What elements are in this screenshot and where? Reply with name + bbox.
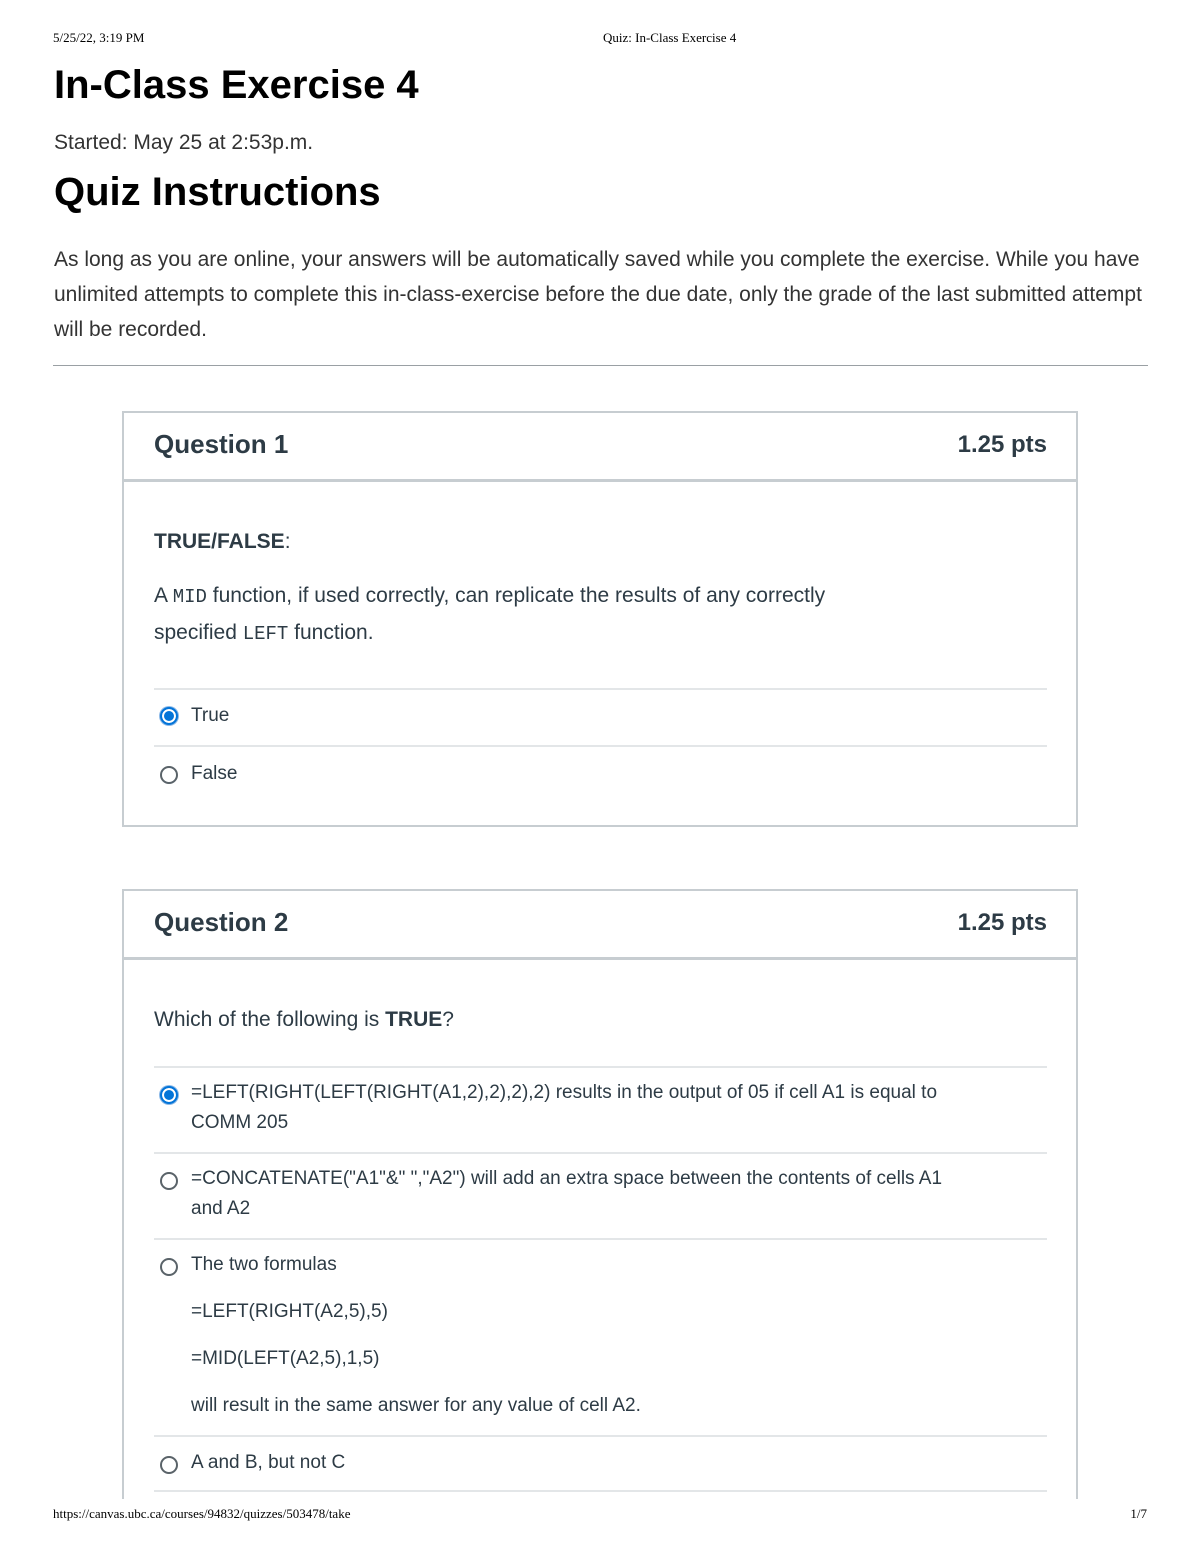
- radio-unselected-icon[interactable]: [160, 766, 178, 784]
- question-body: [124, 960, 1076, 1492]
- answer-option-c[interactable]: The two formulas =LEFT(RIGHT(A2,5),5) =MID(LEFT(A2,5),1,5) will result in the same answer for any value of cell A2.: [154, 1240, 1047, 1437]
- formula-line: =MID(LEFT(A2,5),1,5): [191, 1348, 380, 1369]
- print-page-number: 1/7: [1130, 1506, 1147, 1521]
- print-url: https://canvas.ubc.ca/courses/94832/quizzes/503478/take: [53, 1506, 351, 1521]
- question-type-label: TRUE/FALSE:: [154, 530, 291, 553]
- instructions-heading: Quiz Instructions: [54, 170, 381, 214]
- answer-label: False: [191, 763, 238, 784]
- answer-option-d[interactable]: A and B, but not C: [154, 1437, 1047, 1492]
- question-text: Which of the following is TRUE?: [154, 1008, 454, 1031]
- radio-unselected-icon[interactable]: [160, 1172, 178, 1190]
- question-body: [124, 482, 1076, 801]
- answer-option-false[interactable]: [154, 747, 1047, 801]
- divider: [53, 365, 1148, 366]
- question-header: [124, 891, 1076, 960]
- question-text: A MID function, if used correctly, can replicate the results of any correctly specified LEFT function.: [154, 584, 826, 645]
- print-footer: [53, 1506, 1147, 1524]
- radio-unselected-icon[interactable]: [160, 1258, 178, 1276]
- true-false-label: TRUE/FALSE: [154, 530, 285, 553]
- started-timestamp: Started: May 25 at 2:53p.m.: [54, 131, 314, 154]
- question-card-2: [122, 889, 1078, 1499]
- radio-selected-icon[interactable]: [160, 1086, 178, 1104]
- answer-option-true[interactable]: [154, 690, 1047, 747]
- question-header: [124, 413, 1076, 482]
- question-points: 1.25 pts: [957, 909, 1047, 936]
- question-title: Question 1: [154, 429, 289, 459]
- code-mid: MID: [172, 586, 207, 608]
- print-doc-title: Quiz: In-Class Exercise 4: [603, 30, 737, 45]
- radio-unselected-icon[interactable]: [160, 1456, 178, 1474]
- answer-option-b[interactable]: =CONCATENATE("A1"&" ","A2") will add an extra space between the contents of cells A1 and A2: [154, 1154, 1047, 1240]
- question-card-1: [122, 411, 1078, 827]
- question-title: Question 2: [154, 907, 289, 937]
- print-header: [53, 30, 1147, 48]
- instructions-text: As long as you are online, your answers will be automatically saved while you complete the exercise. While you have unlimited attempts to complete this in-class-exercise before the due date, only the grade of the last submitted attempt will be recorded.: [54, 248, 1142, 341]
- code-left: LEFT: [242, 623, 289, 645]
- answer-list: [154, 688, 1047, 801]
- answer-label: True: [191, 705, 230, 726]
- formula-line: =LEFT(RIGHT(A2,5),5): [191, 1301, 388, 1322]
- answer-option-a[interactable]: =LEFT(RIGHT(LEFT(RIGHT(A1,2),2),2),2) results in the output of 05 if cell A1 is equal to COMM 205: [154, 1068, 1047, 1154]
- print-datetime: 5/25/22, 3:19 PM: [53, 30, 145, 45]
- page-title: In-Class Exercise 4: [54, 63, 419, 107]
- radio-selected-icon[interactable]: [160, 707, 178, 725]
- answer-list: [154, 1066, 1047, 1492]
- question-points: 1.25 pts: [957, 431, 1047, 458]
